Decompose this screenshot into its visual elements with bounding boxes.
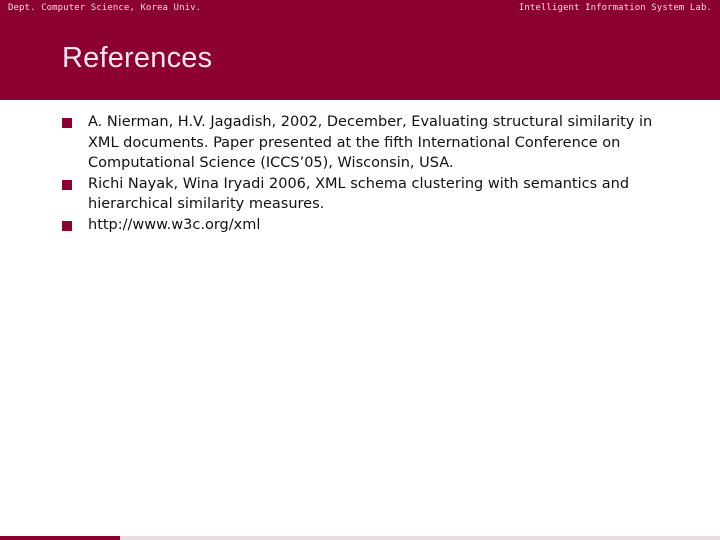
slide-title: References <box>62 42 213 74</box>
reference-text: A. Nierman, H.V. Jagadish, 2002, December, Evaluating structural similarity in XML documents. Paper presented at the fifth International Conference on Computational Science (ICCS’05), Wisconsin, USA. <box>88 114 653 171</box>
lab-label: Intelligent Information System Lab. <box>518 3 712 13</box>
header-band <box>0 0 720 100</box>
square-bullet-icon <box>62 118 72 128</box>
square-bullet-icon <box>62 180 72 190</box>
square-bullet-icon <box>62 221 72 231</box>
department-label: Dept. Computer Science, Korea Univ. <box>8 3 202 13</box>
reference-list <box>62 112 682 235</box>
reference-item <box>62 174 682 215</box>
reference-item <box>62 112 682 174</box>
footer-accent <box>0 536 120 540</box>
reference-text: Richi Nayak, Wina Iryadi 2006, XML schema clustering with semantics and hierarchical similarity measures. <box>88 175 630 212</box>
reference-link: http://www.w3c.org/xml <box>88 216 261 233</box>
reference-item <box>62 215 682 236</box>
